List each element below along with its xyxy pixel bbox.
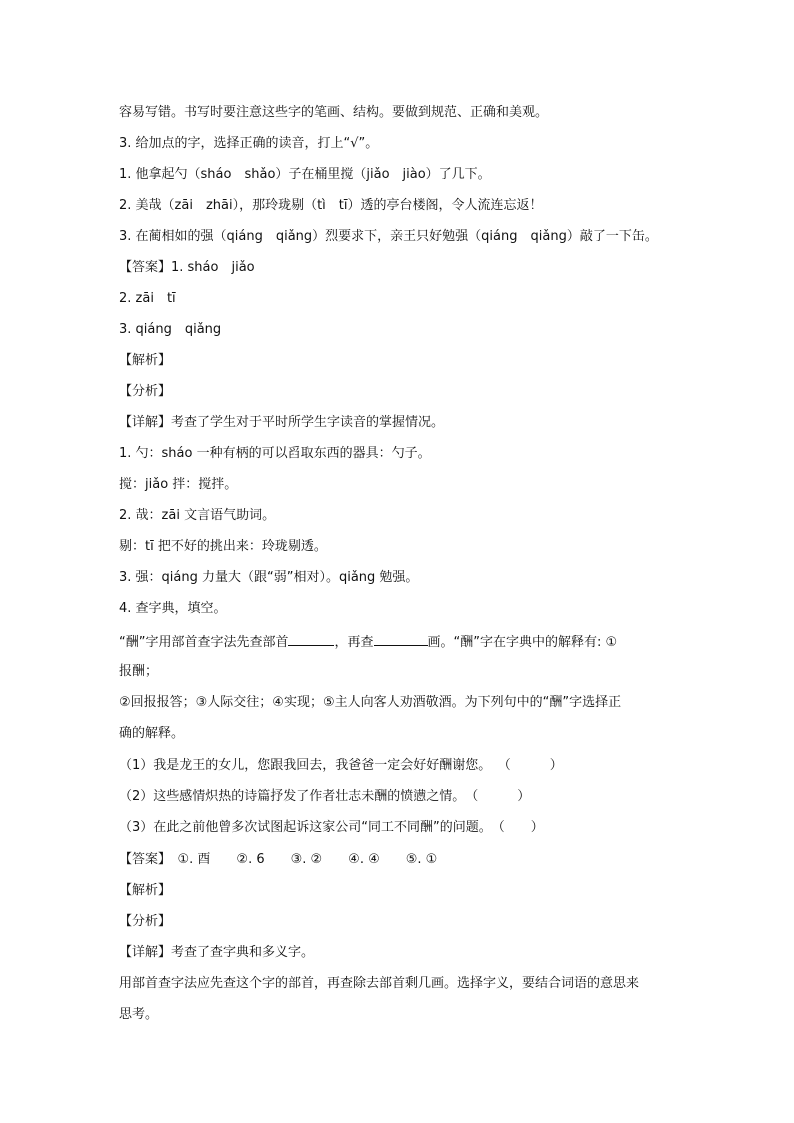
sub-question-text: （2）这些感情炽热的诗篇抒发了作者壮志未酬的愤懑之情。: [119, 789, 466, 804]
analysis-label: 【解析】: [119, 883, 172, 898]
question-3-item-2: 2. 美哉（zāi zhāi），那玲珑剔（tì tī）透的亭台楼阁，令人流连忘返！: [119, 198, 543, 213]
analysis-sub-label: 【分析】: [119, 914, 172, 929]
sub-question-text: （3）在此之前他曾多次试图起诉这家公司“同工不同酬”的问题。: [119, 820, 492, 835]
answer-line-2: 2. zāi tī: [119, 291, 176, 306]
answer-line: 【答案】 ①. 酉 ②. 6 ③. ② ④. ④ ⑤. ①: [119, 852, 438, 867]
answer-line-3: 3. qiáng qiǎng: [119, 322, 222, 337]
detail-line: 1. 勺：sháo 一种有柄的可以舀取东西的器具：勺子。: [119, 446, 431, 461]
sub-question-3: [119, 819, 544, 837]
sub-question-2: [119, 788, 530, 806]
question-3-item-1: 1. 他拿起勺（sháo shǎo）子在桶里搅（jiǎo jiào）了几下。: [119, 167, 491, 182]
detail-line: 【详解】考查了查字典和多义字。: [119, 945, 315, 960]
blank-radical[interactable]: [288, 632, 334, 646]
fill-blank-line: [119, 632, 617, 652]
sub-question-text: （1）我是龙王的女儿，您跟我回去，我爸爸一定会好好酬谢您。: [119, 758, 485, 773]
analysis-label: 【解析】: [119, 353, 172, 368]
text-line: ②回报报答；③人际交往；④实现；⑤主人向客人劝酒敬酒。为下列句中的“酬”字选择正: [119, 695, 622, 710]
answer-paren[interactable]: （ ）: [497, 758, 563, 773]
detail-line: 3. 强：qiáng 力量大（跟“弱”相对）。qiǎng 勉强。: [119, 570, 419, 585]
detail-line: 剔：tī 把不好的挑出来：玲珑剔透。: [119, 539, 327, 554]
answer-paren[interactable]: （ ）: [465, 789, 531, 804]
analysis-sub-label: 【分析】: [119, 384, 172, 399]
fill-text-1: “酬”字用部首查字法先查部首: [119, 635, 289, 650]
detail-line: 【详解】考查了学生对于平时所学生字读音的掌握情况。: [119, 415, 445, 430]
text-line: 容易写错。书写时要注意这些字的笔画、结构。要做到规范、正确和美观。: [119, 105, 549, 120]
question-4-heading: 4. 查字典，填空。: [119, 601, 227, 616]
question-3-item-3: 3. 在蔺相如的强（qiáng qiǎng）烈要求下，亲王只好勉强（qiáng qiǎng）敲了一下缶。: [119, 229, 658, 244]
detail-line: 搅：jiǎo 拌：搅拌。: [119, 477, 238, 492]
fill-text-2: ，再查: [334, 635, 374, 650]
text-line: 确的解释。: [119, 726, 185, 741]
text-line: 报酬；: [119, 664, 159, 679]
answer-line-1: 【答案】1. sháo jiǎo: [119, 260, 255, 275]
fill-text-3: 画。“酬”字在字典中的解释有: ①: [427, 635, 618, 650]
sub-question-1: [119, 757, 563, 775]
detail-line: 2. 哉：zāi 文言语气助词。: [119, 508, 276, 523]
question-3-heading: 3. 给加点的字，选择正确的读音，打上“√”。: [119, 136, 379, 151]
blank-stroke-count[interactable]: [374, 632, 428, 646]
detail-line: 用部首查字法应先查这个字的部首，再查除去部首剩几画。选择字义，要结合词语的意思来: [119, 976, 640, 991]
answer-paren[interactable]: （ ）: [491, 820, 544, 835]
detail-line: 思考。: [119, 1007, 159, 1022]
